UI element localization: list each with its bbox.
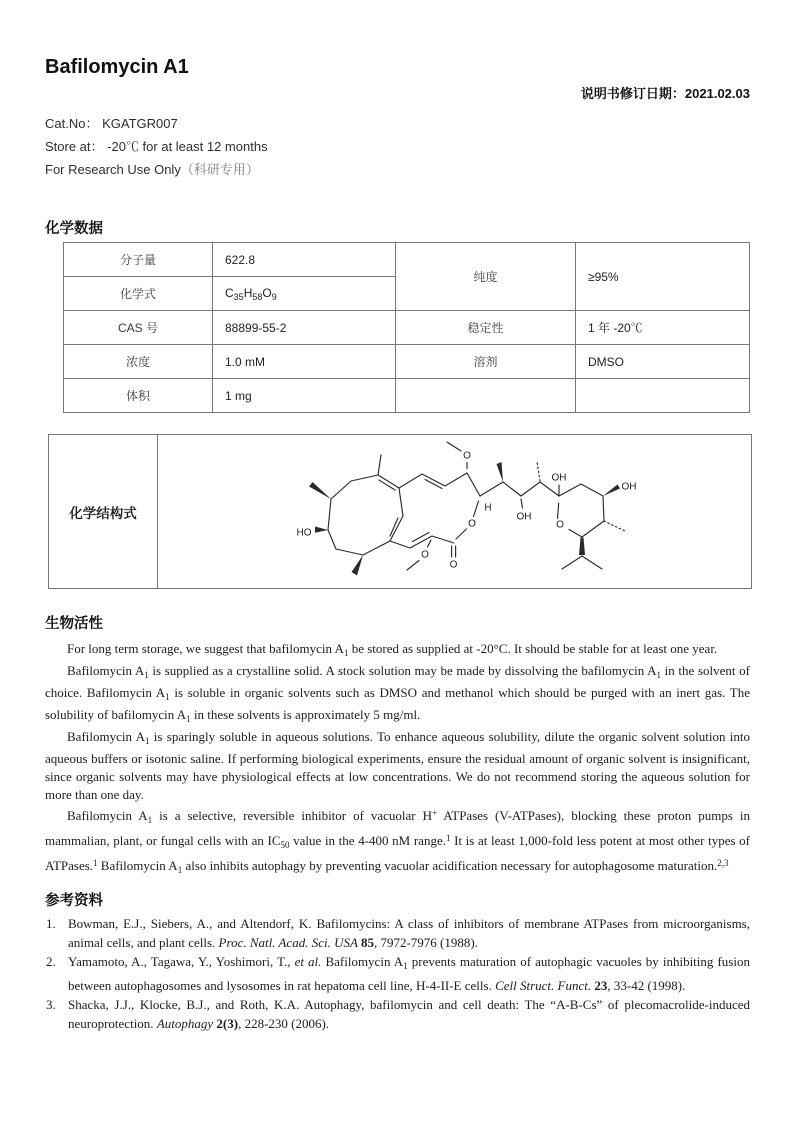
reference-text: Yamamoto, A., Tagawa, Y., Yoshimori, T., et al. Bafilomycin $A_1$ prevents maturation of autophagic vacuoles by inhibiting fusion between autophagosomes and lysosomes in rat hepatoma cell line, H-4-II-E cells. Cell Struct. Funct. 23, 33-42 (1998). [68, 954, 750, 993]
structure-section [48, 434, 752, 589]
molecular-weight-value-cell: 622.8 [213, 243, 396, 277]
atom-label: O [463, 450, 471, 462]
solvent-label-cell: 溶剂 [396, 345, 576, 379]
empty-value-cell [576, 379, 750, 413]
purity-value-cell: ≥95% [576, 243, 750, 311]
formula-value-cell: $C_{35}H_{58}O_9$ [213, 277, 396, 311]
atom-label: O [468, 518, 476, 530]
bio-paragraph: Bafilomycin $A_1$ is supplied as a crystalline solid. A stock solution may be made by dissolving the bafilomycin $A_1$ in the solvent of choice. Bafilomycin $A_1$ is soluble in organic solvents such as DMSO and methanol which should be purged with an inert gas. The solubility of bafilomycin $A_1$ in these solvents is approximately 5 mg/ml. [45, 663, 750, 724]
stability-value-cell: 1 年 -20℃ [576, 311, 750, 345]
reference-number: 3. [46, 997, 56, 1012]
formula-label-cell: 化学式 [64, 277, 213, 311]
atom-label: H [484, 502, 492, 514]
reference-item [45, 995, 750, 1033]
reference-item [45, 952, 750, 995]
section-heading-chemical-data: 化学数据 [45, 221, 103, 237]
concentration-value-cell: 1.0 mM [213, 345, 396, 379]
revision-date-value: 2021.02.03 [684, 86, 750, 101]
revision-date-label: 说明书修订日期： [580, 86, 685, 101]
atom-label: OH [516, 511, 532, 523]
atom-label: O [449, 559, 458, 571]
catalog-number-label: Cat.No： [45, 116, 99, 131]
storage-label: Store at： [45, 139, 104, 154]
empty-label-cell [396, 379, 576, 413]
reference-text: Bowman, E.J., Siebers, A., and Altendorf, K. Bafilomycins: A class of inhibitors of membrane ATPases from microorganisms, animal cells, and plant cells. Proc. Natl. Acad. Sci. USA 85, 7972-7976 (1988). [68, 916, 750, 950]
reference-number: 1. [46, 916, 56, 931]
page-title: Bafilomycin A1 [45, 56, 189, 78]
purity-label-cell: 纯度 [396, 243, 576, 311]
bioactivity-body [45, 640, 750, 879]
table-row [64, 311, 750, 345]
structure-label: 化学结构式 [49, 435, 158, 588]
research-use-note: （科研专用） [180, 162, 259, 177]
revision-date-line [45, 86, 750, 101]
storage-value: -20℃ for at least 12 months [107, 139, 268, 154]
structure-image-cell [158, 435, 752, 588]
stability-label-cell: 稳定性 [396, 311, 576, 345]
table-row [64, 379, 750, 413]
atom-label: HO [296, 527, 312, 539]
molecular-weight-label-cell: 分子量 [64, 243, 213, 277]
bio-paragraph: Bafilomycin $A_1$ is a selective, reversible inhibitor of vacuolar H+ ATPases (V-ATPases), blocking these proton pumps in mammalian, plant, or fungal cells with an $IC_{50}$ value in the 4-400 nM range.$^1$ It is at least 1,000-fold less potent at most other types of ATPases.$^1$ Bafilomycin $A_1$ also inhibits autophagy by preventing vacuolar acidification necessary for autophagosome maturation.$^{2,3}$ [45, 808, 751, 875]
chemical-structure-drawing [158, 436, 752, 588]
research-use-line [45, 162, 750, 177]
storage-line [45, 139, 750, 154]
bio-paragraph: Bafilomycin $A_1$ is sparingly soluble in aqueous solutions. To enhance aqueous solubility, dilute the organic solvent solution into aqueous buffers or isotonic saline. If performing biological experiments, ensure the residual amount of organic solvent is insignificant, since organic solvents may have physiological effects at low concentrations. We do not recommend storing the aqueous solution for more than one day. [45, 729, 750, 802]
cas-value-cell: 88899-55-2 [213, 311, 396, 345]
reference-list [45, 914, 750, 1033]
solvent-value-cell: DMSO [576, 345, 750, 379]
chemical-data-table [63, 242, 750, 413]
table-row [64, 243, 750, 277]
catalog-number-line [45, 116, 750, 131]
concentration-label-cell: 浓度 [64, 345, 213, 379]
reference-text: Shacka, J.J., Klocke, B.J., and Roth, K.A. Autophagy, bafilomycin and cell death: The “A-B-Cs” of plecomacrolide-induced neuroprotection. Autophagy 2(3), 228-230 (2006). [68, 997, 750, 1031]
volume-value-cell: 1 mg [213, 379, 396, 413]
atom-label: OH [551, 472, 567, 484]
bio-paragraph: For long term storage, we suggest that bafilomycin $A_1$ be stored as supplied at -20°C. It should be stable for at least one year. [67, 641, 718, 658]
volume-label-cell: 体积 [64, 379, 213, 413]
research-use-text: For Research Use Only [45, 162, 181, 177]
table-row [64, 345, 750, 379]
atom-label: O [421, 549, 429, 561]
section-heading-references: 参考资料 [45, 893, 103, 909]
reference-item [45, 914, 750, 952]
cas-label-cell: CAS 号 [64, 311, 213, 345]
section-heading-bioactivity: 生物活性 [45, 616, 103, 632]
reference-number: 2. [46, 954, 56, 969]
catalog-number-value: KGATGR007 [102, 116, 178, 131]
atom-label: O [556, 519, 564, 531]
atom-label: OH [621, 481, 637, 493]
